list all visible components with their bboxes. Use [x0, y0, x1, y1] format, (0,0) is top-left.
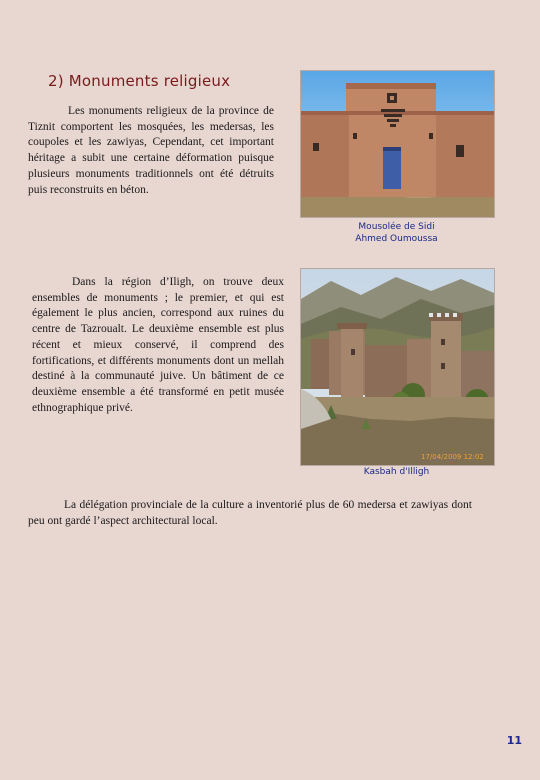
mausoleum-photo	[300, 70, 495, 218]
section-title: 2) Monuments religieux	[48, 72, 231, 90]
paragraph-text: La délégation provinciale de la culture a inventorié plus de 60 medersa et zawiyas dont peu ont gardé l’aspect architectural local.	[28, 499, 472, 527]
kasbah-image	[301, 269, 494, 465]
kasbah-photo	[300, 268, 495, 466]
caption-line: Kasbah d'Illigh	[363, 467, 430, 477]
kasbah-caption	[300, 466, 493, 478]
caption-line: Mousolée de Sidi	[358, 222, 435, 232]
paragraph-delegation	[28, 497, 472, 529]
page-number: 11	[506, 734, 522, 747]
photo-timestamp: 17/04/2009 12:02	[421, 453, 484, 461]
paragraph-text: Les monuments religieux de la province de Tiznit comportent les mosquées, les medersas, les coupoles et les zawiyas, Cependant, cet important héritage a subit une certaine déformation puisque plusieurs monuments traditionnels ont été détruits puis reconstruits en béton.	[28, 105, 274, 196]
caption-line: Ahmed Oumoussa	[355, 234, 438, 244]
paragraph-religious-monuments	[28, 104, 274, 198]
mausoleum-caption	[300, 221, 493, 245]
paragraph-iligh	[32, 275, 284, 416]
paragraph-text: Dans la région d’Iligh, on trouve deux ensembles de monuments ; le premier, et qui est également le plus ancien, correspond aux ruines du centre de Tazroualt. Le deuxième ensemble est plus récent et mieux conservé, il comprend des fortifications, et différents monuments dont un mellah destiné à la communauté juive. Un bâtiment de ce deuxième ensemble a été transformé en petit musée ethnographique privé.	[32, 276, 284, 414]
mausoleum-image	[301, 71, 494, 217]
